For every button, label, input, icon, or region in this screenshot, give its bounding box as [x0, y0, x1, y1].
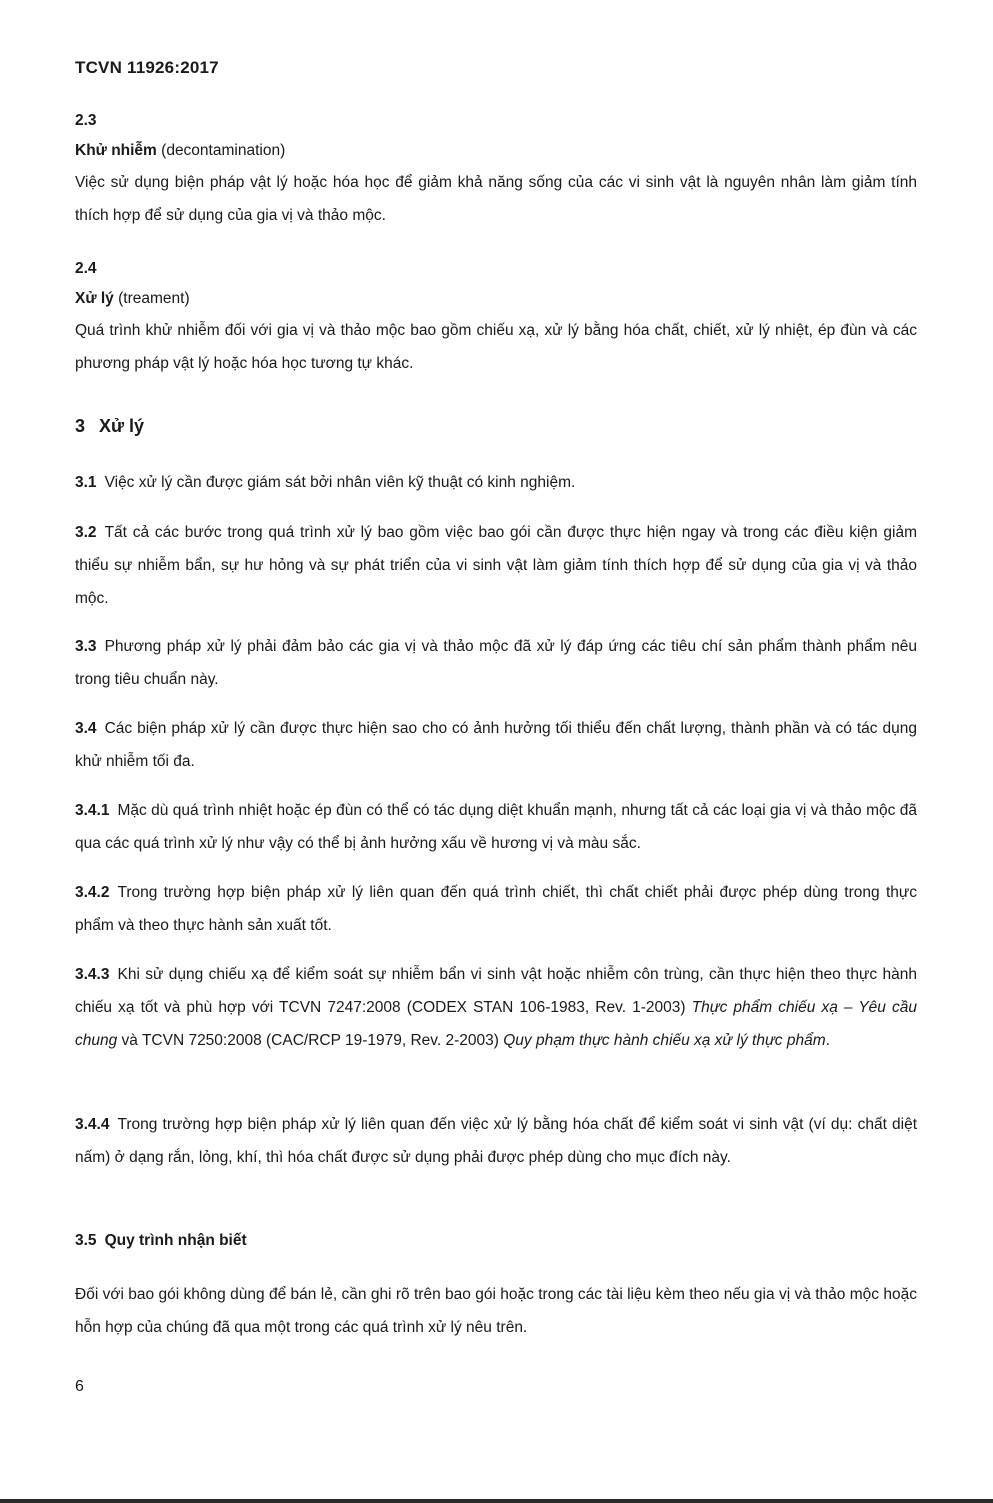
- clause-number: 3.5: [75, 1232, 97, 1249]
- clause-3-4-1: [75, 794, 917, 860]
- term-vietnamese: Khử nhiễm: [75, 142, 157, 159]
- page-bottom-edge: [0, 1499, 993, 1503]
- clause-number: 3.4.2: [75, 884, 110, 901]
- clause-text: Các biện pháp xử lý cần được thực hiện sao cho có ảnh hưởng tối thiểu đến chất lượng, thành phần và có tác dụng khử nhiễm tối đa.: [75, 720, 917, 770]
- clause-number: 3.2: [75, 524, 97, 541]
- clause-number: 3.4: [75, 720, 97, 737]
- definition-term: [75, 284, 917, 314]
- clause-3-4-4: [75, 1108, 917, 1174]
- clause-3-4-2: [75, 876, 917, 942]
- clause-title: Quy trình nhận biết: [104, 1232, 247, 1249]
- term-english: (decontamination): [161, 142, 286, 159]
- clause-3-1: [75, 466, 917, 499]
- standard-code: TCVN 11926:2017: [75, 58, 219, 77]
- clause-3-4: [75, 712, 917, 778]
- clause-text: Đối với bao gói không dùng để bán lẻ, cần ghi rõ trên bao gói hoặc trong các tài liệu kèm theo nếu gia vị và thảo mộc hoặc hỗn hợp của chúng đã qua một trong các quá trình xử lý nêu trên.: [75, 1286, 917, 1336]
- term-english: (treament): [118, 290, 190, 307]
- clause-number: 3.1: [75, 474, 97, 491]
- clause-text: Mặc dù quá trình nhiệt hoặc ép đùn có thể có tác dụng diệt khuẩn mạnh, nhưng tất cả các loại gia vị và thảo mộc đã qua các quá trình xử lý như vậy có thể bị ảnh hưởng xấu về hương vị và màu sắc.: [75, 802, 917, 852]
- clause-3-5: [75, 1224, 917, 1257]
- clause-number: 3.3: [75, 638, 97, 655]
- section-title: Xử lý: [99, 416, 145, 436]
- definition-term: [75, 136, 917, 166]
- definition-2-3: [75, 106, 917, 232]
- section-heading: [75, 416, 917, 437]
- cited-standard-title: Quy phạm thực hành chiếu xạ xử lý thực phẩm: [503, 1032, 826, 1049]
- term-vietnamese: Xử lý: [75, 290, 114, 307]
- clause-text: Trong trường hợp biện pháp xử lý liên quan đến việc xử lý bằng hóa chất để kiểm soát vi sinh vật (ví dụ: chất diệt nấm) ở dạng rắn, lỏng, khí, thì hóa chất được sử dụng phải được phép dùng cho mục đích này.: [75, 1116, 917, 1166]
- clause-number: 3.4.3: [75, 966, 110, 983]
- page-number: 6: [75, 1378, 84, 1395]
- clause-text: Phương pháp xử lý phải đảm bảo các gia vị và thảo mộc đã xử lý đáp ứng các tiêu chí sản phẩm thành phẩm nêu trong tiêu chuẩn này.: [75, 638, 917, 688]
- clause-text: Trong trường hợp biện pháp xử lý liên quan đến quá trình chiết, thì chất chiết phải được phép dùng trong thực phẩm và theo thực hành sản xuất tốt.: [75, 884, 917, 934]
- section-number: 3: [75, 416, 86, 436]
- clause-text: Việc xử lý cần được giám sát bởi nhân viên kỹ thuật có kinh nghiệm.: [104, 474, 576, 491]
- clause-number: 3.4.4: [75, 1116, 110, 1133]
- definition-number: 2.3: [75, 112, 97, 129]
- definition-text: Quá trình khử nhiễm đối với gia vị và thảo mộc bao gồm chiếu xạ, xử lý bằng hóa chất, chiết, xử lý nhiệt, ép đùn và các phương pháp vật lý hoặc hóa học tương tự khác.: [75, 322, 917, 372]
- clause-3-5-body: [75, 1278, 917, 1344]
- clause-3-3: [75, 630, 917, 696]
- cited-standard-title: Thực phẩm chiếu xạ – Yêu cầu chung: [75, 999, 918, 1049]
- clause-3-4-3: [75, 958, 917, 1057]
- definition-text: Việc sử dụng biện pháp vật lý hoặc hóa học để giảm khả năng sống của các vi sinh vật là nguyên nhân làm giảm tính thích hợp để sử dụng của gia vị và thảo mộc.: [75, 174, 917, 224]
- clause-text: Khi sử dụng chiếu xạ để kiểm soát sự nhiễm bẩn vi sinh vật hoặc nhiễm côn trùng, cần thực hiện theo thực hành chiếu xạ tốt và phù hợp với TCVN 7247:2008 (CODEX STAN 106-1983, Rev. 1-2003): [75, 966, 917, 1016]
- clause-text: và TCVN 7250:2008 (CAC/RCP 19-1979, Rev. 2-2003): [121, 1032, 499, 1049]
- clause-text: Tất cả các bước trong quá trình xử lý bao gồm việc bao gói cần được thực hiện ngay và trong các điều kiện giảm thiểu sự nhiễm bẩn, sự hư hỏng và sự phát triển của vi sinh vật làm giảm tính thích hợp để sử dụng của gia vị và thảo mộc.: [75, 524, 917, 607]
- clause-text-end: .: [825, 1032, 830, 1049]
- clause-number: 3.4.1: [75, 802, 110, 819]
- clause-3-2: [75, 516, 917, 615]
- definition-number: 2.4: [75, 260, 97, 277]
- definition-2-4: [75, 254, 917, 380]
